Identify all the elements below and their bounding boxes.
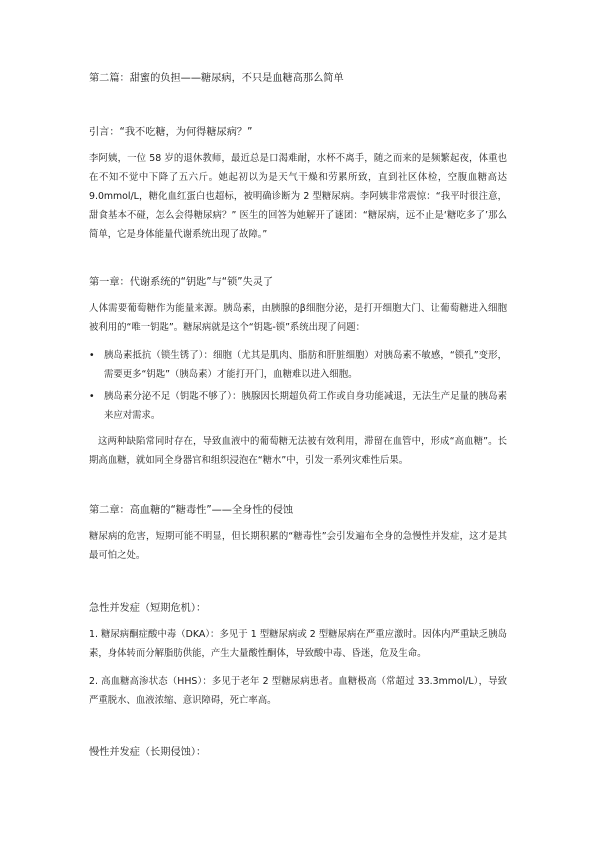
document-title: 第二篇：甜蜜的负担——糖尿病，不只是血糖高那么简单 bbox=[89, 73, 344, 84]
list-item: 1. 糖尿病酮症酸中毒（DKA）：多见于 1 型糖尿病或 2 型糖尿病在严重应激时。因体内严重缺乏胰岛素，身体转而分解脂肪供能，产生大量酸性酮体，导致酸中毒、昏迷，危及生命。 bbox=[89, 629, 507, 659]
chronic-heading: 慢性并发症（长期侵蚀）： bbox=[89, 747, 207, 758]
list-item: 2. 高血糖高渗状态（HHS）：多见于老年 2 型糖尿病患者。血糖极高（常超过 33.3mmol/L），导致严重脱水、血液浓缩、意识障碍，死亡率高。 bbox=[89, 676, 507, 706]
list-item bbox=[89, 387, 507, 425]
bullet-icon: • bbox=[89, 391, 95, 402]
chapter2-paragraph: 糖尿病的危害，短期可能不明显，但长期积累的“糖毒性”会引发遍布全身的急慢性并发症，这才是其最可怕之处。 bbox=[89, 531, 507, 561]
chapter1-summary-paragraph: 这两种缺陷常同时存在，导致血液中的葡萄糖无法被有效利用，滞留在血管中，形成“高血糖”。长期高血糖，就如同全身器官和组织浸泡在“糖水”中，引发一系列灾难性后果。 bbox=[89, 436, 507, 466]
chapter1-paragraph: 人体需要葡萄糖作为能量来源。胰岛素，由胰腺的β细胞分泌，是打开细胞大门、让葡萄糖进入细胞被利用的“唯一钥匙”。糖尿病就是这个“钥匙-锁”系统出现了问题： bbox=[89, 303, 507, 333]
chapter1-heading: 第一章：代谢系统的“钥匙”与“锁”失灵了 bbox=[89, 277, 274, 288]
acute-heading: 急性并发症（短期危机）： bbox=[89, 603, 207, 614]
intro-paragraph: 李阿姨，一位 58 岁的退休教师，最近总是口渴难耐，水杯不离手，随之而来的是频繁起夜，体重也在不知不觉中下降了五六斤。她起初以为是天气干燥和劳累所致，直到社区体检，空腹血糖高达 9.0mmol/L，糖化血红蛋白也超标，被明确诊断为 2 型糖尿病。李阿姨非常震惊：“我平时很注意，甜食基本不碰，怎么会得糖尿病？” 医生的回答为她解开了谜团：“糖尿病，远不止是‘糖吃多了’那么简单，它是身体能量代谢系统出现了故障。” bbox=[89, 153, 507, 240]
list-item bbox=[89, 346, 507, 384]
bullet-icon: • bbox=[89, 350, 95, 361]
list-item-text: 胰岛素分泌不足（钥匙不够了）：胰腺因长期超负荷工作或自身功能减退，无法生产足量的胰岛素来应对需求。 bbox=[104, 391, 507, 421]
chapter2-heading: 第二章：高血糖的“糖毒性”——全身性的侵蚀 bbox=[89, 505, 294, 516]
list-item-text: 胰岛素抵抗（锁生锈了）：细胞（尤其是肌肉、脂肪和肝脏细胞）对胰岛素不敏感，“锁孔”变形，需要更多“钥匙”（胰岛素）才能打开门，血糖难以进入细胞。 bbox=[104, 350, 507, 380]
intro-heading: 引言：“我不吃糖，为何得糖尿病？” bbox=[89, 127, 253, 138]
